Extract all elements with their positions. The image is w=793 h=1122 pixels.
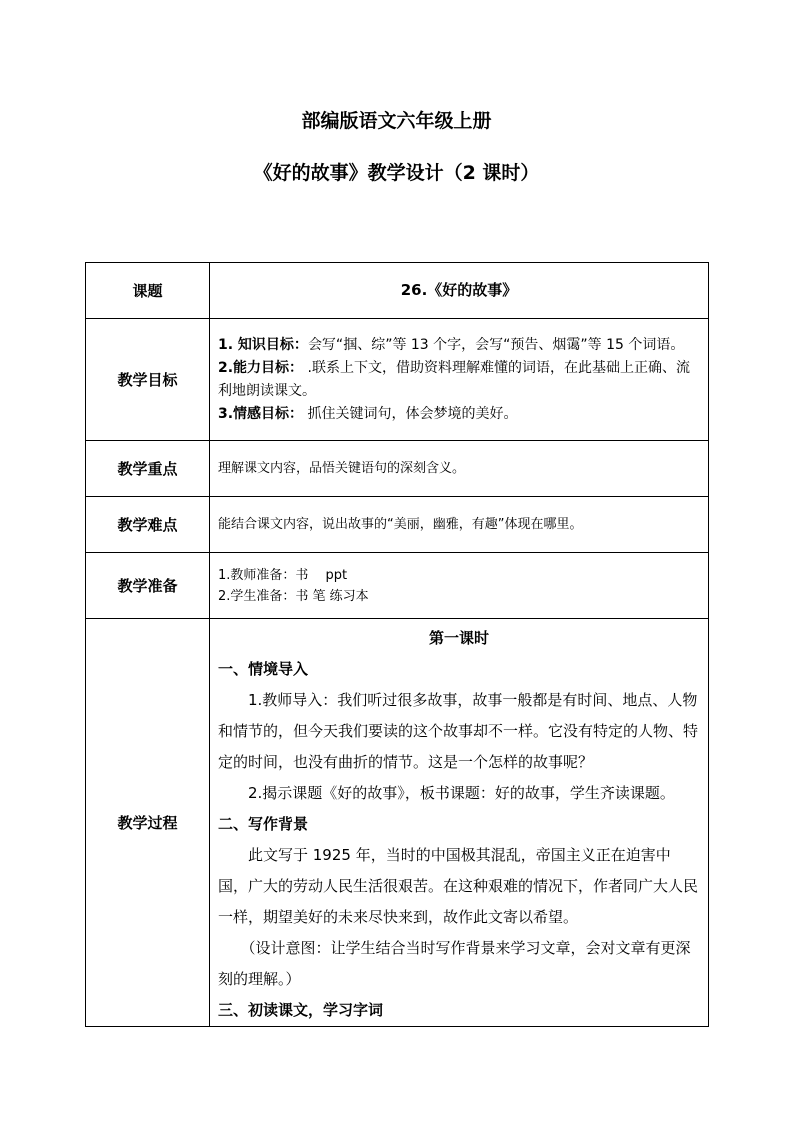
- design-intent: （设计意图：让学生结合当时写作背景来学习文章，会对文章有更深刻的理解。）: [218, 939, 691, 988]
- focus-label: 教学重点: [86, 441, 210, 497]
- goal-tag: 1. 知识目标：: [218, 336, 308, 353]
- topic-label: 课题: [86, 263, 210, 319]
- process-content: [210, 619, 709, 1027]
- goal-tag: 3.情感目标：: [218, 405, 304, 422]
- lesson-plan-table: [85, 262, 709, 1027]
- table-row-goals: [86, 319, 709, 441]
- goal-text: .联系上下文，借助资料理解难懂的词语，在此基础上正确、流利地朗读课文。: [218, 359, 690, 399]
- process-label: 教学过程: [86, 619, 210, 1027]
- table-row-prep: [86, 553, 709, 619]
- table-row-focus: [86, 441, 709, 497]
- difficulty-value: 能结合课文内容，说出故事的“美丽，幽雅，有趣”体现在哪里。: [210, 497, 709, 553]
- table-row-topic: [86, 263, 709, 319]
- goal-tag: 2.能力目标：: [218, 359, 304, 376]
- goal-item-ability: [218, 357, 700, 403]
- lesson-title: 第一课时: [428, 629, 489, 647]
- goal-text: 会写“掴、综”等 13 个字，会写“预告、烟霭”等 15 个词语。: [307, 336, 685, 353]
- section-heading: 三、初读课文，学习字词: [218, 1001, 384, 1019]
- goal-item-emotion: [218, 403, 700, 426]
- goals-label: 教学目标: [86, 319, 210, 441]
- prep-student: 2.学生准备：书 笔 练习本: [218, 588, 369, 604]
- table-row-difficulty: [86, 497, 709, 553]
- document-subtitle: 《好的故事》教学设计（2 课时）: [253, 162, 540, 184]
- goal-item-knowledge: [218, 334, 700, 357]
- paragraph: 此文写于 1925 年，当时的中国极其混乱，帝国主义正在迫害中国，广大的劳动人民生活很艰苦。在这种艰难的情况下，作者同广大人民一样，期望美好的未来尽快来到，故作此文寄以希望。: [218, 846, 699, 926]
- paragraph: 1.教师导入：我们听过很多故事，故事一般都是有时间、地点、人物和情节的，但今天我们要读的这个故事却不一样。它没有特定的人物、特定的时间，也没有曲折的情节。这是一个怎样的故事呢？: [218, 691, 699, 771]
- prep-label: 教学准备: [86, 553, 210, 619]
- document-title: 部编版语文六年级上册: [301, 110, 492, 132]
- goal-text: 抓住关键词句，体会梦境的美好。: [303, 405, 518, 422]
- goals-content: [210, 319, 709, 441]
- topic-value: 26.《好的故事》: [210, 263, 709, 319]
- section-heading: 二、写作背景: [218, 815, 309, 833]
- prep-teacher: 1.教师准备：书 ppt: [218, 567, 348, 583]
- paragraph: 2.揭示课题《好的故事》，板书课题：好的故事，学生齐读课题。: [248, 784, 675, 802]
- prep-content: [210, 553, 709, 619]
- focus-value: 理解课文内容，品悟关键语句的深刻含义。: [210, 441, 709, 497]
- table-row-process: [86, 619, 709, 1027]
- difficulty-label: 教学难点: [86, 497, 210, 553]
- section-heading: 一、情境导入: [218, 660, 309, 678]
